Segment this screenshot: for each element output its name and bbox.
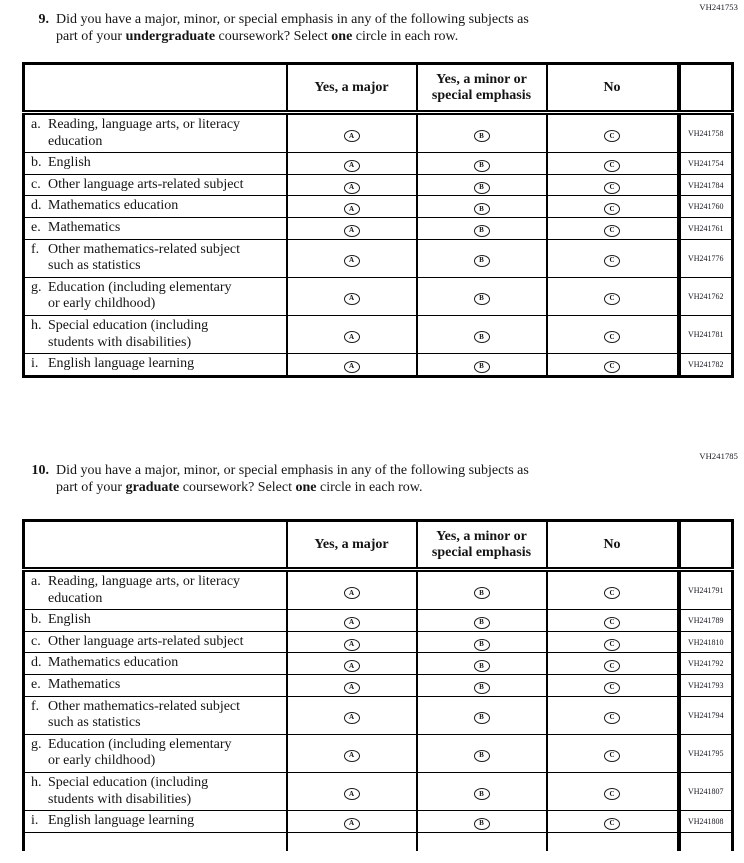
question-10-number: 10. [31,463,49,478]
answer-cell [547,239,679,277]
table-row [24,113,733,153]
table-row [24,653,733,675]
answer-bubble-C[interactable]: C [604,750,620,762]
row-code: VH241795 [679,734,733,772]
row-label [24,772,287,810]
column-header: No [547,521,679,570]
row-letter: d. [31,198,42,214]
question-10-line2-post: circle in each row. [316,479,423,495]
answer-bubble-A[interactable]: A [344,293,360,305]
table-row [24,217,733,239]
row-label-text: English language learning [48,813,195,829]
row-letter: g. [31,736,42,752]
answer-bubble-A[interactable]: A [344,617,360,629]
row-code: VH241792 [679,653,733,675]
answer-bubble-A[interactable]: A [344,255,360,267]
question-10-line1: Did you have a major, minor, or special emphasis in any of the following subjects as [56,463,529,478]
row-code: VH241781 [679,315,733,353]
answer-bubble-C[interactable]: C [604,361,620,373]
row-label-text: Mathematics education [48,198,179,214]
answer-bubble-C[interactable]: C [604,182,620,194]
row-code: VH241776 [679,239,733,277]
answer-bubble-A[interactable]: A [344,587,360,599]
answer-bubble-C[interactable]: C [604,130,620,142]
answer-bubble-A[interactable]: A [344,225,360,237]
answer-cell [287,153,417,175]
answer-cell [417,772,547,810]
subjects-table-q9 [22,62,734,378]
clipped-cell [547,832,679,851]
answer-cell [287,570,417,610]
answer-bubble-B[interactable]: B [474,255,490,267]
row-label [24,610,287,632]
column-header [24,521,287,570]
answer-cell [547,153,679,175]
answer-bubble-A[interactable]: A [344,639,360,651]
answer-bubble-A[interactable]: A [344,750,360,762]
answer-bubble-A[interactable]: A [344,682,360,694]
row-letter: h. [31,317,42,333]
answer-bubble-A[interactable]: A [344,712,360,724]
row-code: VH241784 [679,174,733,196]
row-label-text: English language learning [48,356,195,372]
answer-cell [547,772,679,810]
table-row [24,153,733,175]
answer-cell [287,239,417,277]
row-code: VH241754 [679,153,733,175]
row-label-text: Other mathematics-related subject such as statistics [48,241,241,274]
q10-table-container [22,519,734,851]
answer-cell [547,631,679,653]
answer-cell [287,354,417,377]
row-code: VH241793 [679,674,733,696]
clipped-cell [24,832,287,851]
answer-bubble-A[interactable]: A [344,660,360,672]
answer-cell [417,217,547,239]
row-letter: d. [31,655,42,671]
question-10-text [56,463,656,496]
answer-bubble-B[interactable]: B [474,331,490,343]
answer-bubble-C[interactable]: C [604,587,620,599]
table-row [24,196,733,218]
table-row [24,354,733,377]
row-label [24,113,287,153]
answer-cell [417,239,547,277]
row-label [24,570,287,610]
clipped-cell [287,832,417,851]
row-letter: c. [31,176,41,192]
answer-cell [417,696,547,734]
question-9-bold-one: one [331,28,353,44]
answer-cell [417,153,547,175]
row-code: VH241810 [679,631,733,653]
column-header: Yes, a major [287,521,417,570]
answer-bubble-B[interactable]: B [474,617,490,629]
row-label [24,631,287,653]
answer-cell [417,811,547,833]
row-code: VH241808 [679,811,733,833]
row-label-text: Mathematics education [48,655,179,671]
row-letter: c. [31,633,41,649]
row-label [24,196,287,218]
answer-bubble-B[interactable]: B [474,712,490,724]
row-letter: h. [31,774,42,790]
row-label-text: Special education (including students with disabilities) [48,774,209,807]
answer-cell [287,196,417,218]
answer-cell [287,217,417,239]
q9-table-container [22,62,734,378]
section-code-q10: VH241785 [699,451,738,461]
column-header: Yes, a minor or special emphasis [417,64,547,113]
answer-cell [417,734,547,772]
answer-cell [287,811,417,833]
row-label-text: Other language arts-related subject [48,633,244,649]
table-row [24,174,733,196]
row-code: VH241761 [679,217,733,239]
answer-cell [287,772,417,810]
answer-bubble-A[interactable]: A [344,182,360,194]
section-code-q9: VH241753 [699,2,738,12]
answer-bubble-C[interactable]: C [604,682,620,694]
table-row [24,610,733,632]
answer-cell [287,277,417,315]
row-label-text: Special education (including students with disabilities) [48,317,209,350]
answer-bubble-B[interactable]: B [474,788,490,800]
row-code: VH241789 [679,610,733,632]
row-label [24,696,287,734]
answer-cell [547,354,679,377]
table-row [24,734,733,772]
answer-cell [417,196,547,218]
clipped-row [24,832,733,851]
answer-cell [547,674,679,696]
row-label [24,315,287,353]
column-header: Yes, a major [287,64,417,113]
answer-bubble-B[interactable]: B [474,682,490,694]
table-row [24,696,733,734]
row-label-text: Other language arts-related subject [48,176,244,192]
answer-bubble-A[interactable]: A [344,331,360,343]
table-row [24,631,733,653]
answer-cell [287,696,417,734]
answer-cell [417,610,547,632]
answer-bubble-A[interactable]: A [344,203,360,215]
question-10 [18,463,656,496]
question-9-number: 9. [38,12,49,27]
answer-bubble-B[interactable]: B [474,750,490,762]
answer-cell [417,174,547,196]
row-label [24,811,287,833]
header-row [24,521,733,570]
answer-cell [547,610,679,632]
row-letter: e. [31,676,41,692]
row-code: VH241760 [679,196,733,218]
question-9-line1: Did you have a major, minor, or special emphasis in any of the following subjects as [56,12,529,27]
answer-bubble-A[interactable]: A [344,818,360,830]
table-row [24,674,733,696]
answer-bubble-C[interactable]: C [604,818,620,830]
answer-cell [417,570,547,610]
row-label [24,354,287,377]
row-letter: b. [31,155,42,171]
answer-cell [417,674,547,696]
header-row [24,64,733,113]
answer-bubble-C[interactable]: C [604,639,620,651]
answer-bubble-C[interactable]: C [604,293,620,305]
answer-cell [547,217,679,239]
row-label-text: Education (including elementary or early childhood) [48,736,232,769]
answer-bubble-C[interactable]: C [604,788,620,800]
answer-cell [417,631,547,653]
answer-cell [417,653,547,675]
row-letter: i. [31,813,39,829]
row-code: VH241794 [679,696,733,734]
row-label-text: Reading, language arts, or literacy education [48,574,241,606]
question-9-bold-undergraduate: undergraduate [125,28,216,44]
row-label-text: Mathematics [48,219,121,235]
row-letter: a. [31,117,41,132]
row-code: VH241807 [679,772,733,810]
row-letter: i. [31,356,39,372]
answer-cell [547,696,679,734]
answer-bubble-C[interactable]: C [604,160,620,172]
answer-bubble-A[interactable]: A [344,361,360,373]
answer-cell [417,277,547,315]
row-label-text: Other mathematics-related subject such as statistics [48,698,241,731]
question-9-line2-pre: part of your [56,28,126,44]
answer-cell [287,631,417,653]
answer-cell [417,354,547,377]
row-letter: f. [31,241,40,257]
question-10-line2-pre: part of your [56,479,126,495]
question-10-line2-mid: coursework? Select [179,479,296,495]
answer-cell [287,734,417,772]
answer-cell [287,653,417,675]
row-letter: b. [31,612,42,628]
answer-bubble-A[interactable]: A [344,160,360,172]
row-label [24,674,287,696]
answer-cell [287,674,417,696]
question-9-text [56,12,656,45]
column-header: Yes, a minor or special emphasis [417,521,547,570]
row-code: VH241758 [679,113,733,153]
question-10-bold-graduate: graduate [125,479,180,495]
answer-bubble-C[interactable]: C [604,203,620,215]
answer-cell [547,315,679,353]
answer-bubble-A[interactable]: A [344,130,360,142]
row-code: VH241782 [679,354,733,377]
row-label [24,217,287,239]
answer-cell [287,113,417,153]
answer-cell [547,196,679,218]
answer-bubble-B[interactable]: B [474,361,490,373]
table-row [24,277,733,315]
row-label-text: Mathematics [48,676,121,692]
answer-bubble-C[interactable]: C [604,255,620,267]
answer-bubble-B[interactable]: B [474,587,490,599]
row-label-text: Reading, language arts, or literacy education [48,117,241,149]
answer-cell [287,610,417,632]
answer-bubble-C[interactable]: C [604,660,620,672]
row-label [24,653,287,675]
answer-cell [417,315,547,353]
answer-cell [547,653,679,675]
row-letter: g. [31,279,42,295]
row-label [24,239,287,277]
answer-bubble-B[interactable]: B [474,203,490,215]
table-row [24,239,733,277]
row-code: VH241762 [679,277,733,315]
column-header: No [547,64,679,113]
answer-cell [287,315,417,353]
answer-bubble-B[interactable]: B [474,660,490,672]
row-label-text: English [48,155,91,171]
table-row [24,570,733,610]
answer-bubble-B[interactable]: B [474,182,490,194]
question-9-line2-mid: coursework? Select [215,28,332,44]
clipped-cell [417,832,547,851]
row-letter: f. [31,698,40,714]
answer-cell [547,734,679,772]
answer-bubble-A[interactable]: A [344,788,360,800]
row-label-text: Education (including elementary or early childhood) [48,279,232,312]
answer-cell [547,570,679,610]
row-label-text: English [48,612,91,628]
row-label [24,277,287,315]
answer-bubble-B[interactable]: B [474,818,490,830]
column-header [679,64,733,113]
row-label [24,174,287,196]
column-header [24,64,287,113]
answer-cell [287,174,417,196]
row-letter: e. [31,219,41,235]
answer-bubble-C[interactable]: C [604,225,620,237]
answer-bubble-C[interactable]: C [604,331,620,343]
answer-bubble-C[interactable]: C [604,712,620,724]
clipped-cell [679,832,733,851]
answer-bubble-B[interactable]: B [474,160,490,172]
column-header [679,521,733,570]
question-9 [18,12,656,45]
row-letter: a. [31,574,41,589]
answer-cell [417,113,547,153]
answer-bubble-B[interactable]: B [474,639,490,651]
subjects-table-q10 [22,519,734,851]
row-code: VH241791 [679,570,733,610]
answer-cell [547,174,679,196]
answer-bubble-C[interactable]: C [604,617,620,629]
question-10-bold-one: one [295,479,317,495]
answer-cell [547,113,679,153]
answer-bubble-B[interactable]: B [474,293,490,305]
answer-bubble-B[interactable]: B [474,225,490,237]
answer-cell [547,277,679,315]
row-label [24,153,287,175]
table-row [24,772,733,810]
table-row [24,811,733,833]
answer-cell [547,811,679,833]
answer-bubble-B[interactable]: B [474,130,490,142]
table-row [24,315,733,353]
question-9-line2-post: circle in each row. [352,28,459,44]
row-label [24,734,287,772]
